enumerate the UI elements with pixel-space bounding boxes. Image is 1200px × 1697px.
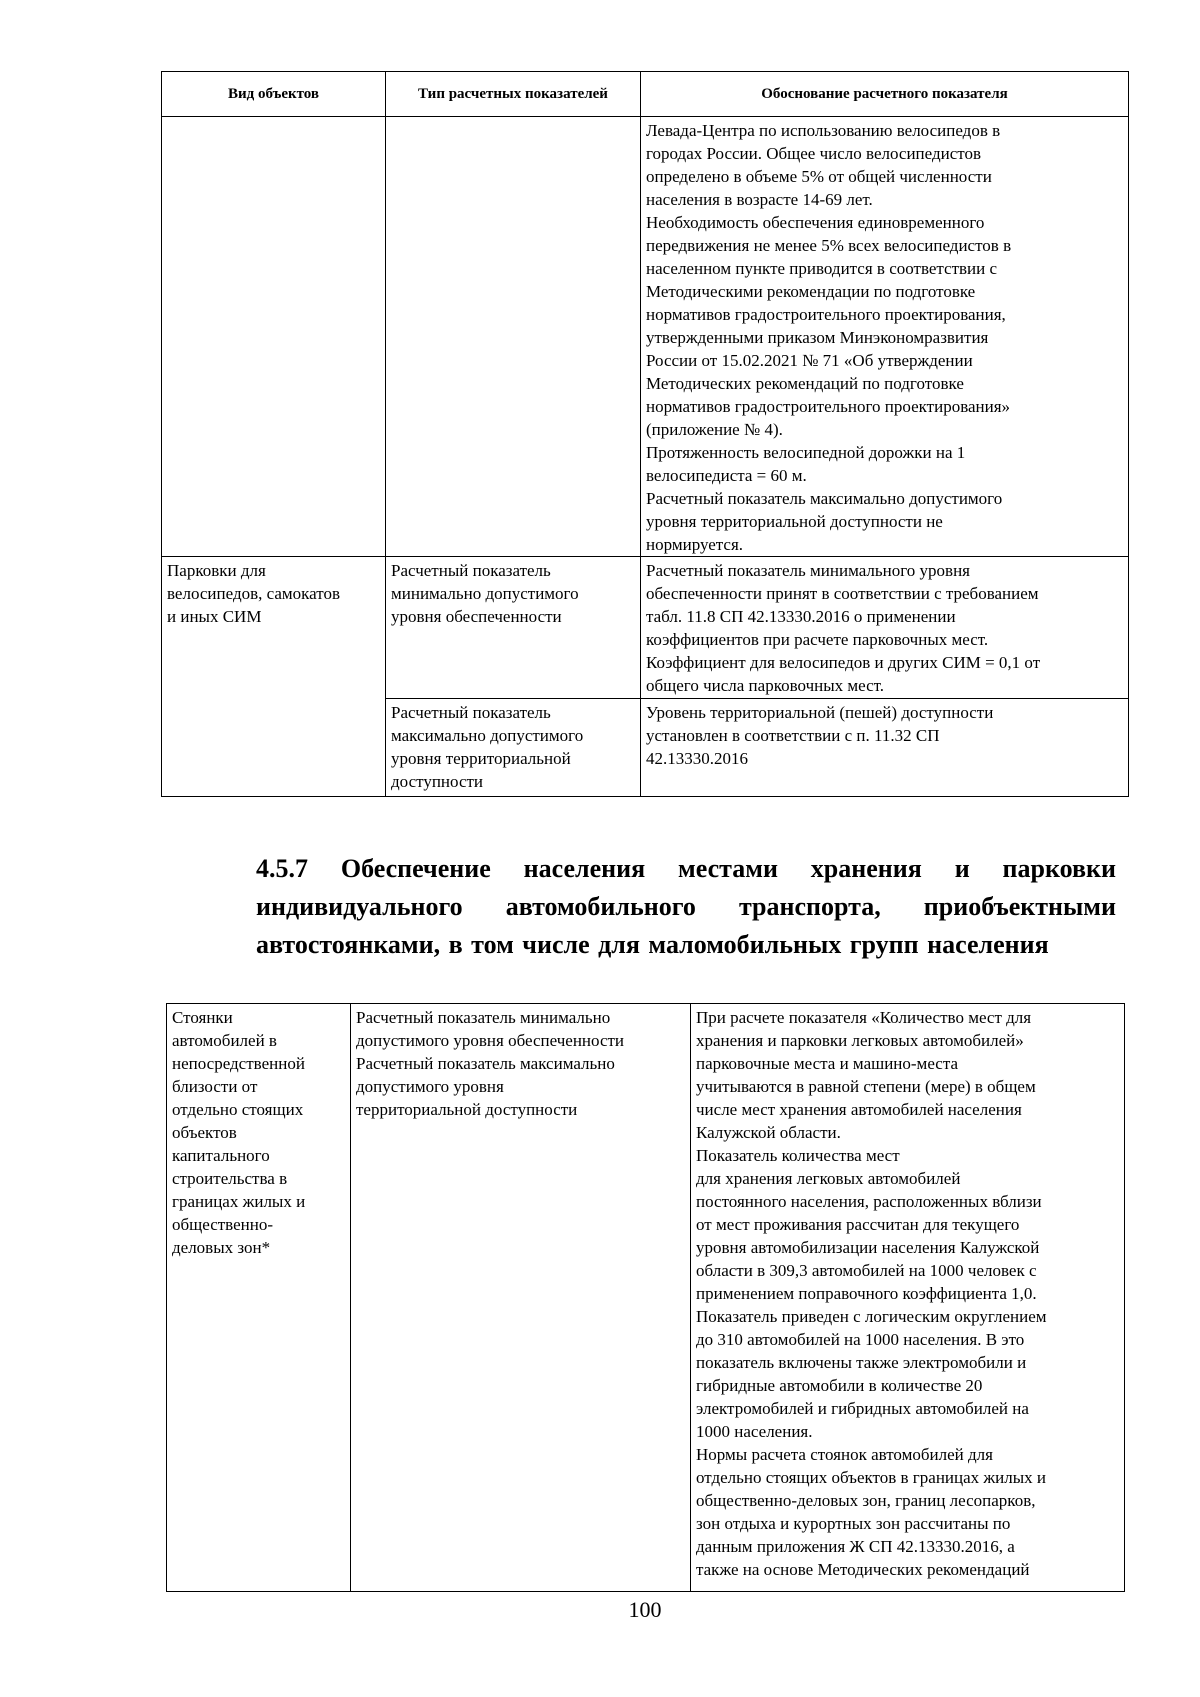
cell-object-type: Парковки для велосипедов, самокатов и иных СИМ — [162, 557, 386, 797]
cell-justification: При расчете показателя «Количество мест для хранения и парковки легковых автомобилей» парковочные места и машино-места учитываются в равной степени (мере) в общем числе мест хранения автомобилей населения Калужской области. Показатель количества мест для хранения легковых автомобилей постоянного населения, расположенных вблизи от мест проживания рассчитан для текущего уровня автомобилизации населения Калужской области в 309,3 автомобилей на 1000 человек с применением поправочного коэффициента 1,0. Показатель приведен с логическим округлением до 310 автомобилей на 1000 населения. В это показатель включены также электромобили и гибридные автомобили в количестве 20 электромобилей и гибридных автомобилей на 1000 населения. Нормы расчета стоянок автомобилей для отдельно стоящих объектов в границах жилых и общественно-деловых зон, границ лесопарков, зон отдыха и курортных зон рассчитаны по данным приложения Ж СП 42.13330.2016, а также на основе Методических рекомендаций — [691, 1004, 1125, 1592]
cell-object-type: Стоянки автомобилей в непосредственной близости от отдельно стоящих объектов капитального строительства в границах жилых и общественно- деловых зон* — [167, 1004, 351, 1592]
section-heading: 4.5.7 Обеспечение населения местами хранения и парковки индивидуального автомобильного транспорта, приобъектными автостоянками, в том числе для маломобильных групп населения — [256, 854, 1116, 959]
header-justification: Обоснование расчетного показателя — [641, 72, 1129, 117]
cell-indicator-type: Расчетный показатель минимально допустимого уровня обеспеченности Расчетный показатель максимально допустимого уровня территориальной доступности — [351, 1004, 691, 1592]
page-number: 100 — [628, 1597, 662, 1622]
header-indicator-type: Тип расчетных показателей — [386, 72, 641, 117]
cell-indicator-type — [386, 117, 641, 557]
table-header-row — [162, 72, 1129, 117]
normatives-table-top — [161, 71, 1129, 797]
cell-justification: Уровень территориальной (пешей) доступности установлен в соответствии с п. 11.32 СП 42.13330.2016 — [641, 699, 1129, 797]
table-row — [162, 117, 1129, 557]
header-object-type: Вид объектов — [162, 72, 386, 117]
cell-object-type — [162, 117, 386, 557]
cell-justification: Левада-Центра по использованию велосипедов в городах России. Общее число велосипедистов определено в объеме 5% от общей численности населения в возрасте 14-69 лет. Необходимость обеспечения единовременного передвижения не менее 5% всех велосипедистов в населенном пункте приводится в соответствии с Методическими рекомендации по подготовке нормативов градостроительного проектирования, утвержденными приказом Минэкономразвития России от 15.02.2021 № 71 «Об утверждении Методических рекомендаций по подготовке нормативов градостроительного проектирования» (приложение № 4). Протяженность велосипедной дорожки на 1 велосипедиста = 60 м. Расчетный показатель максимально допустимого уровня территориальной доступности не нормируется. — [641, 117, 1129, 557]
cell-indicator-type: Расчетный показатель минимально допустимого уровня обеспеченности — [386, 557, 641, 699]
cell-indicator-type: Расчетный показатель максимально допустимого уровня территориальной доступности — [386, 699, 641, 797]
normatives-table-bottom — [166, 1003, 1125, 1592]
table-row — [167, 1004, 1125, 1592]
table-row — [162, 557, 1129, 699]
cell-justification: Расчетный показатель минимального уровня обеспеченности принят в соответствии с требованием табл. 11.8 СП 42.13330.2016 о применении коэффициентов при расчете парковочных мест. Коэффициент для велосипедов и других СИМ = 0,1 от общего числа парковочных мест. — [641, 557, 1129, 699]
